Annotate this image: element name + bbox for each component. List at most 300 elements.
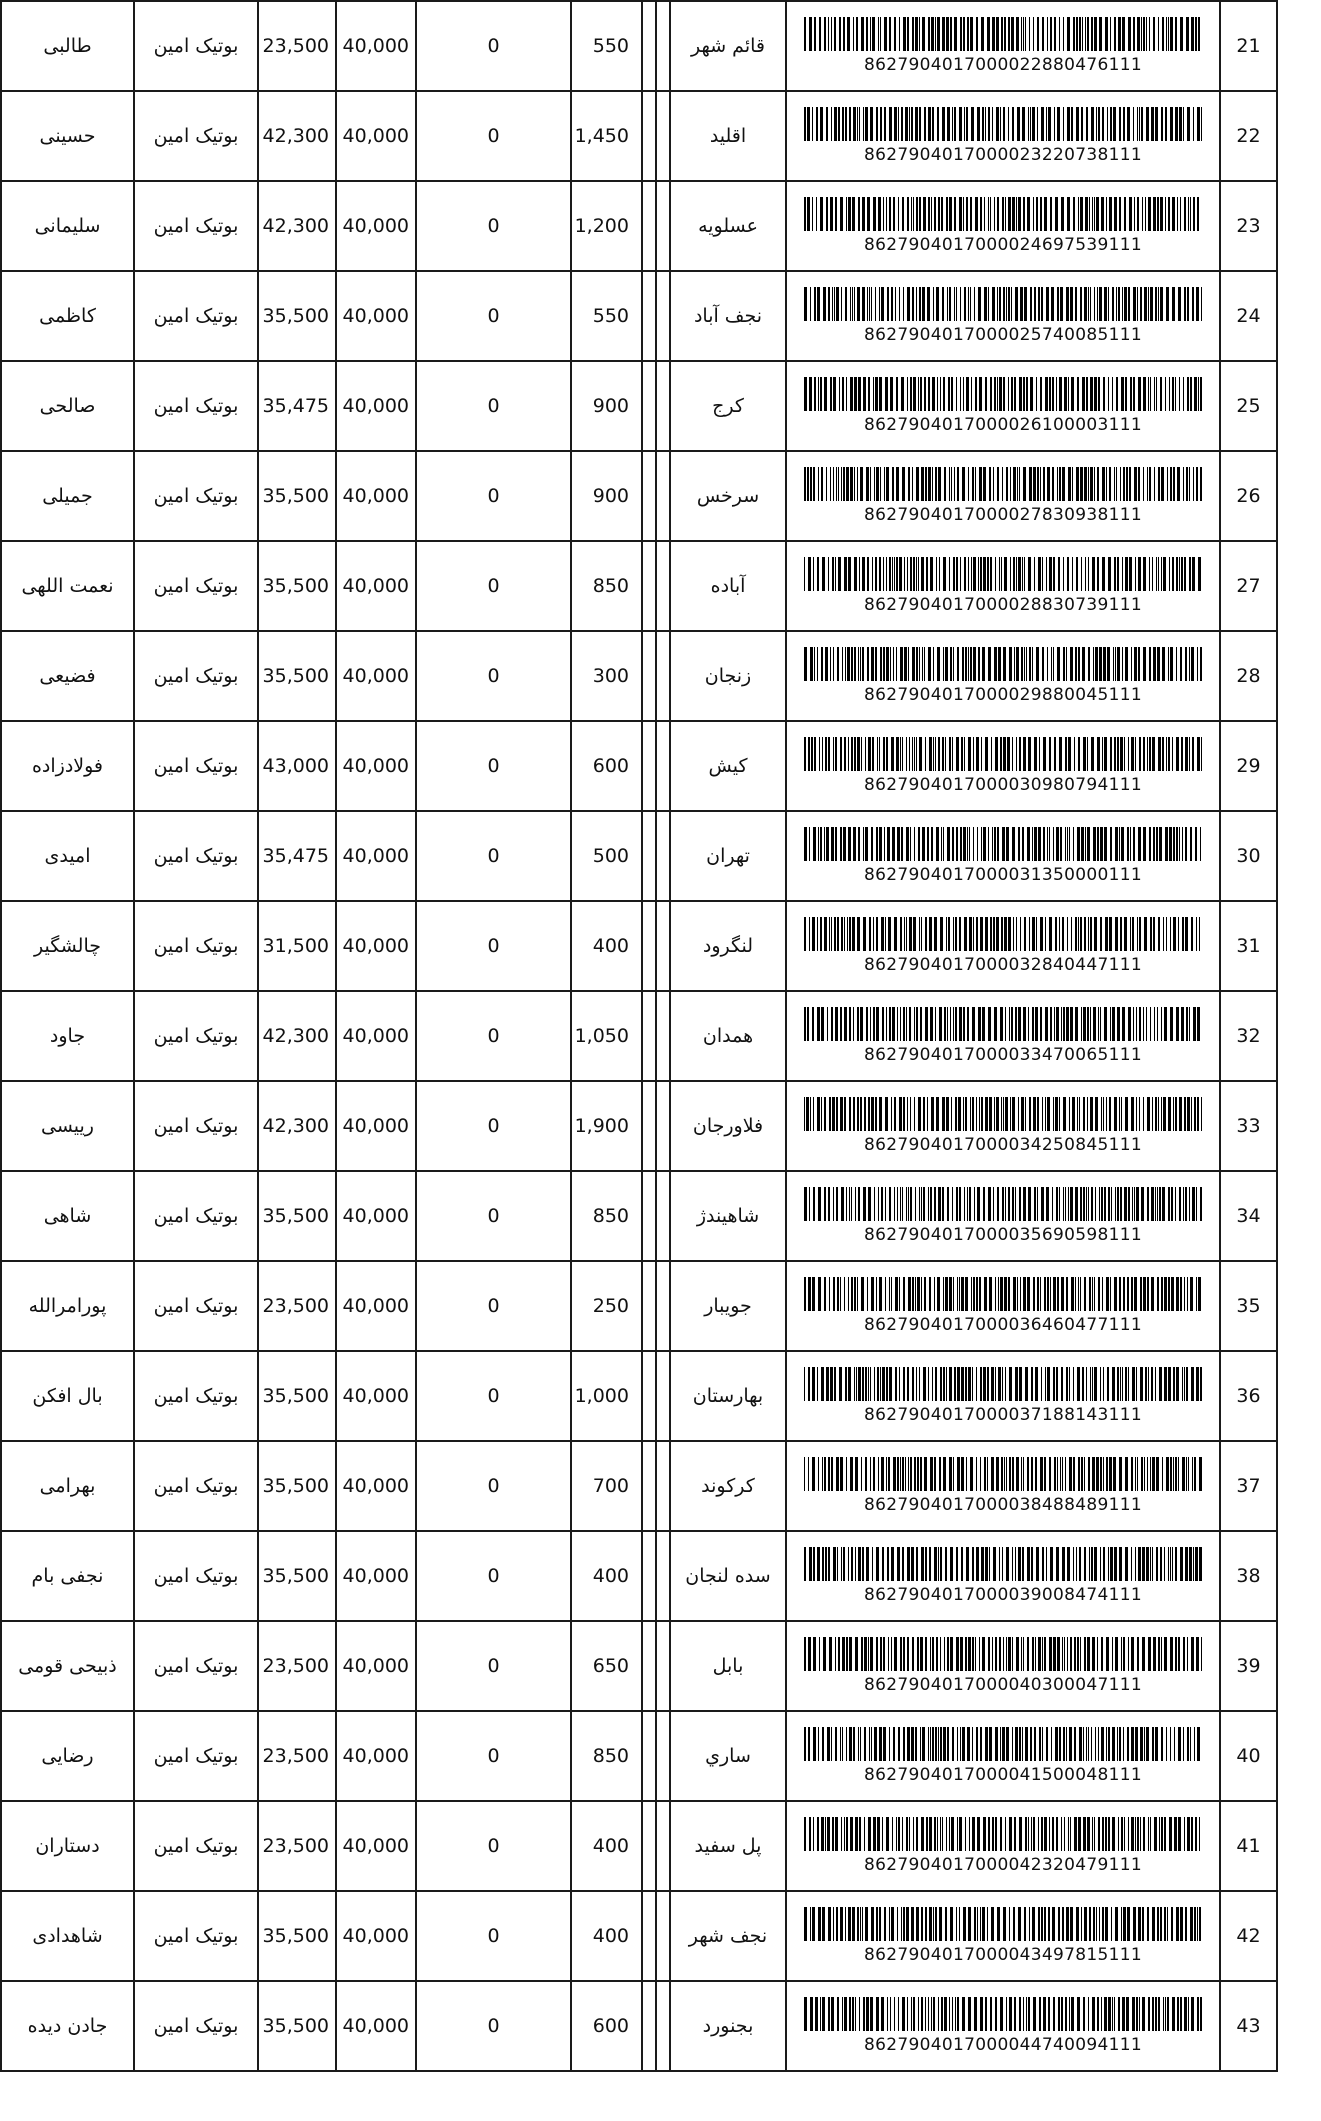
barcode-bar — [953, 1007, 954, 1041]
barcode-bar — [851, 1547, 853, 1581]
barcode-bar — [1028, 107, 1029, 141]
barcode-bar — [1161, 1727, 1163, 1761]
barcode-bar — [1197, 1907, 1198, 1941]
barcode-bar — [814, 737, 816, 771]
barcode-bar — [959, 1907, 960, 1941]
barcode-bar — [1023, 377, 1025, 411]
barcode-bar — [1112, 377, 1113, 411]
barcode-bar — [1067, 197, 1070, 231]
barcode-bar — [1081, 1007, 1082, 1041]
barcode-bar — [836, 467, 837, 501]
barcode-bar — [1092, 557, 1095, 591]
city-name: اقلید — [709, 125, 747, 147]
barcode-bar — [1099, 17, 1102, 51]
barcode-bar — [933, 287, 934, 321]
barcode — [787, 1547, 1219, 1605]
table-row — [1, 991, 1277, 1081]
barcode-bar — [1114, 1547, 1117, 1581]
barcode-bar — [1008, 1277, 1010, 1311]
barcode-bar — [820, 377, 822, 411]
barcode-bar — [871, 647, 874, 681]
barcode-bar — [972, 1547, 974, 1581]
barcode-bar — [1086, 377, 1088, 411]
barcode-bar — [973, 827, 974, 861]
barcode-bar — [957, 467, 959, 501]
shop-name-cell — [134, 91, 258, 181]
barcode-bar — [840, 1007, 842, 1041]
barcode-bar — [1037, 1187, 1038, 1221]
barcode-bar — [833, 377, 836, 411]
barcode-bar — [1064, 377, 1067, 411]
barcode-bar — [1086, 1187, 1087, 1221]
barcode-bar — [876, 1907, 878, 1941]
barcode-bar — [885, 1187, 886, 1221]
barcode-bar — [1049, 1457, 1051, 1491]
base-amount-cell — [336, 991, 416, 1081]
barcode-bar — [884, 827, 885, 861]
barcode — [787, 557, 1219, 615]
barcode-bar — [886, 1367, 888, 1401]
row-index-cell — [1220, 901, 1277, 991]
barcode-bar — [1187, 1097, 1190, 1131]
barcode-bar — [854, 1277, 856, 1311]
barcode-bar — [906, 917, 907, 951]
barcode-bar — [988, 107, 990, 141]
barcode-bar — [1123, 1727, 1124, 1761]
row-index-cell — [1220, 361, 1277, 451]
barcode-bar — [1037, 467, 1039, 501]
barcode-bar — [1170, 17, 1173, 51]
barcode-bar — [1094, 17, 1097, 51]
barcode-bar — [936, 557, 937, 591]
price-cell — [258, 1441, 336, 1531]
barcode-bar — [937, 647, 940, 681]
barcode-bar — [1017, 467, 1018, 501]
barcode-bar — [1086, 1727, 1087, 1761]
barcode-bar — [824, 1187, 826, 1221]
barcode-bar — [885, 1097, 888, 1131]
barcode-bar — [810, 1997, 813, 2031]
barcode-bar — [928, 197, 930, 231]
recipient-name-cell — [1, 631, 134, 721]
barcode-bar — [1031, 1367, 1033, 1401]
barcode-bar — [1153, 17, 1155, 51]
barcode-bar — [974, 1997, 977, 2031]
barcode-bar — [1109, 197, 1112, 231]
barcode-bar — [1129, 467, 1131, 501]
barcode-bar — [1019, 1727, 1021, 1761]
city-cell — [670, 1081, 786, 1171]
barcode-bar — [1008, 1187, 1010, 1221]
barcode-bar — [1155, 1187, 1156, 1221]
barcode-bar — [818, 827, 819, 861]
barcode-bar — [958, 1097, 961, 1131]
barcode-bar — [1094, 377, 1097, 411]
barcode-bar — [1127, 1727, 1129, 1761]
barcode-bar — [1164, 1277, 1167, 1311]
barcode-bar — [985, 737, 988, 771]
zero-cell — [416, 1711, 571, 1801]
barcode-bar — [871, 1097, 874, 1131]
barcode-bar — [1093, 1007, 1096, 1041]
barcode-bar — [1051, 647, 1052, 681]
barcode-bar — [944, 1637, 945, 1671]
barcode-bar — [879, 1727, 882, 1761]
barcode-bar — [1030, 377, 1033, 411]
barcode-bar — [1043, 737, 1046, 771]
barcode-bar — [883, 1727, 886, 1761]
barcode-bar — [1138, 1907, 1141, 1941]
barcode-bar — [820, 197, 823, 231]
barcode-bar — [937, 1817, 938, 1851]
barcode-cell — [786, 451, 1220, 541]
row-index-cell — [1220, 1981, 1277, 2071]
barcode-bar — [1170, 1547, 1171, 1581]
barcode-bar — [827, 1817, 830, 1851]
barcode-bar — [1017, 1277, 1018, 1311]
barcode-bar — [858, 647, 859, 681]
barcode-bar — [1070, 1007, 1073, 1041]
barcode-bar — [892, 1007, 895, 1041]
barcode-bar — [1084, 467, 1087, 501]
barcode-bar — [1137, 1817, 1139, 1851]
zero-value: 0 — [487, 1655, 500, 1677]
barcode-bar — [943, 1727, 946, 1761]
barcode-bar — [970, 1097, 971, 1131]
barcode-bar — [1158, 1637, 1160, 1671]
amount-cell — [571, 1171, 642, 1261]
barcode-bar — [1176, 1277, 1179, 1311]
barcode-bar — [1195, 1817, 1197, 1851]
barcode-bar — [1003, 1637, 1004, 1671]
barcode-bar — [900, 1187, 901, 1221]
barcode-bar — [814, 647, 815, 681]
shop-name-cell — [134, 1171, 258, 1261]
barcode-bar — [1088, 467, 1089, 501]
barcode-bar — [920, 1457, 922, 1491]
barcode-bar — [804, 1457, 805, 1491]
barcode-bar — [1094, 1367, 1097, 1401]
barcode-bar — [1071, 1277, 1074, 1311]
price-cell — [258, 181, 336, 271]
barcode-bar — [1102, 1277, 1103, 1311]
barcode-bar — [995, 1997, 997, 2031]
city-name: عسلویه — [698, 215, 758, 237]
row-index-cell — [1220, 1, 1277, 91]
barcode-bar — [821, 1817, 824, 1851]
amount-value: 400 — [592, 935, 629, 957]
barcode-bar — [813, 1727, 816, 1761]
barcode-bar — [983, 1817, 986, 1851]
barcode-bar — [1049, 1817, 1050, 1851]
barcode-bar — [837, 1277, 839, 1311]
barcode-bar — [1103, 1097, 1104, 1131]
barcode-bar — [1165, 827, 1168, 861]
barcode-bar — [980, 1907, 981, 1941]
barcode-bar — [870, 1997, 873, 2031]
zero-value: 0 — [487, 1475, 500, 1497]
barcode-bar — [1035, 1457, 1037, 1491]
barcode-bar — [1004, 1457, 1005, 1491]
barcode-bar — [861, 737, 862, 771]
barcode-bar — [1066, 1367, 1068, 1401]
barcode-bar — [891, 1907, 894, 1941]
barcode-bar — [988, 1817, 990, 1851]
recipient-name: نجفی بام — [31, 1565, 104, 1587]
barcode-bar — [866, 1997, 869, 2031]
barcode-bar — [1190, 197, 1191, 231]
price-value: 35,500 — [262, 665, 329, 687]
row-index-cell — [1220, 1171, 1277, 1261]
barcode-bar — [1184, 287, 1186, 321]
barcode-bar — [907, 197, 909, 231]
barcode-bar — [1123, 1277, 1125, 1311]
barcode-bar — [1056, 1817, 1058, 1851]
barcode-bar — [1191, 1817, 1193, 1851]
barcode-bar — [1118, 287, 1120, 321]
barcode-bar — [1045, 1367, 1046, 1401]
barcode-bar — [970, 287, 971, 321]
barcode-bar — [890, 1997, 891, 2031]
barcode-bar — [923, 1187, 925, 1221]
barcode-bar — [1008, 17, 1010, 51]
shop-name: بوتیک امین — [153, 1025, 239, 1047]
barcode-bar — [931, 1997, 932, 2031]
empty-cell — [642, 451, 656, 541]
barcode-bar — [946, 1097, 949, 1131]
barcode-bar — [1118, 1817, 1119, 1851]
barcode-bar — [903, 1727, 905, 1761]
barcode-bar — [1124, 917, 1127, 951]
barcode-bar — [976, 1367, 977, 1401]
row-index: 35 — [1236, 1295, 1261, 1317]
barcode-bar — [916, 557, 917, 591]
barcode-bar — [1124, 287, 1127, 321]
barcode-bar — [1161, 1817, 1163, 1851]
barcode-bar — [918, 377, 919, 411]
barcode-bar — [833, 737, 834, 771]
barcode-bar — [1148, 1997, 1150, 2031]
barcode-bar — [849, 1727, 852, 1761]
barcode-bar — [1047, 827, 1048, 861]
barcode-bar — [1155, 1997, 1157, 2031]
recipient-name: جادن دیده — [27, 2015, 108, 2037]
barcode-bar — [979, 1637, 980, 1671]
empty-cell — [656, 1621, 670, 1711]
barcode-bar — [1139, 1007, 1141, 1041]
barcode-bar — [1134, 467, 1137, 501]
barcode-bar — [1182, 1367, 1183, 1401]
barcode-bar — [837, 1997, 839, 2031]
amount-cell — [571, 901, 642, 991]
barcode-bar — [850, 287, 851, 321]
barcode-bar — [931, 827, 933, 861]
barcode-bar — [860, 1727, 861, 1761]
barcode-bar — [991, 1367, 994, 1401]
base-amount-value: 40,000 — [342, 1835, 409, 1857]
barcode-bar — [849, 1637, 852, 1671]
base-amount-value: 40,000 — [342, 1655, 409, 1677]
barcode-bar — [1070, 1637, 1072, 1671]
barcode-bar — [1190, 827, 1192, 861]
barcode-bar — [1030, 1727, 1032, 1761]
barcode-bar — [1192, 557, 1195, 591]
empty-cell — [656, 811, 670, 901]
barcode-bar — [937, 107, 939, 141]
barcode-bar — [826, 827, 829, 861]
barcode-bar — [1112, 1637, 1113, 1671]
barcode-bar — [1180, 1907, 1183, 1941]
barcode-bar — [919, 647, 920, 681]
barcode-bar — [1025, 1367, 1028, 1401]
barcode-bar — [870, 467, 871, 501]
barcode-bar — [1073, 1457, 1075, 1491]
barcode-bar — [1134, 1187, 1135, 1221]
barcode-bar — [956, 1547, 958, 1581]
barcode-bar — [919, 17, 920, 51]
barcode-bar — [1035, 1367, 1038, 1401]
amount-value: 550 — [592, 35, 629, 57]
barcode-bar — [1124, 737, 1125, 771]
barcode-bar — [1192, 1457, 1193, 1491]
barcode-bar — [1143, 1007, 1144, 1041]
barcode-bar — [1106, 1457, 1108, 1491]
barcode-bar — [1039, 737, 1040, 771]
barcode-bar — [1170, 467, 1172, 501]
barcode-bar — [922, 287, 925, 321]
barcode — [787, 197, 1219, 255]
barcode-bar — [952, 1187, 953, 1221]
barcode-bar — [1079, 1097, 1080, 1131]
barcode-bar — [885, 917, 886, 951]
price-value: 35,475 — [262, 395, 329, 417]
barcode-bar — [889, 197, 891, 231]
barcode-bar — [913, 197, 914, 231]
barcode-bar — [1110, 1007, 1111, 1041]
barcode-bar — [952, 1727, 954, 1761]
barcode-bar — [1188, 1997, 1189, 2031]
barcode-bar — [1151, 1367, 1153, 1401]
row-index: 25 — [1236, 395, 1261, 417]
base-amount-value: 40,000 — [342, 1475, 409, 1497]
barcode-bar — [1199, 1817, 1200, 1851]
barcode-bar — [882, 1547, 884, 1581]
barcode-bar — [891, 1277, 892, 1311]
barcode-bar — [879, 737, 880, 771]
barcode-bar — [1029, 1097, 1031, 1131]
barcode-bar — [846, 1727, 847, 1761]
barcode-bar — [998, 647, 1001, 681]
barcode-bar — [997, 287, 998, 321]
barcode-bar — [917, 1277, 920, 1311]
price-value: 35,500 — [262, 2015, 329, 2037]
amount-value: 600 — [592, 2015, 629, 2037]
barcode-bar — [1085, 827, 1086, 861]
barcode-bar — [980, 1997, 983, 2031]
shop-name-cell — [134, 271, 258, 361]
barcode-bar — [897, 1457, 899, 1491]
barcode-bar — [1073, 827, 1074, 861]
barcode-bar — [1000, 1007, 1003, 1041]
table-row — [1, 1981, 1277, 2071]
barcode-bar — [1057, 1637, 1060, 1671]
barcode-bar — [828, 737, 830, 771]
barcode-bar — [1054, 107, 1055, 141]
barcode-bar — [1075, 287, 1077, 321]
barcode-bar — [821, 1007, 824, 1041]
barcode-bar — [883, 197, 884, 231]
barcode-bar — [828, 1547, 830, 1581]
barcode-bar — [1004, 917, 1007, 951]
barcode-bar — [1148, 1367, 1149, 1401]
barcode-bar — [1043, 1997, 1046, 2031]
amount-value: 1,200 — [574, 215, 629, 237]
barcode-bar — [1011, 287, 1012, 321]
barcode-bar — [1123, 1907, 1126, 1941]
barcode-bar — [1034, 827, 1037, 861]
barcode-bar — [1115, 1907, 1118, 1941]
barcode-bar — [1165, 107, 1167, 141]
row-index-cell — [1220, 1801, 1277, 1891]
barcode-bar — [943, 827, 944, 861]
barcode-bar — [1183, 1187, 1184, 1221]
barcode-bar — [874, 1727, 877, 1761]
barcode-bar — [812, 1367, 815, 1401]
barcode-bar — [1000, 1727, 1001, 1761]
barcode-bar — [837, 647, 839, 681]
barcode-bar — [1078, 1277, 1079, 1311]
barcode-bar — [987, 1367, 989, 1401]
barcode-bar — [812, 197, 813, 231]
barcode-bar — [818, 1187, 821, 1221]
city-name: بهارستان — [692, 1385, 764, 1407]
barcode-bar — [810, 467, 812, 501]
barcode-cell — [786, 1441, 1220, 1531]
barcode-bar — [996, 1457, 999, 1491]
barcode-bar — [848, 827, 851, 861]
barcode-bar — [956, 287, 957, 321]
base-amount-value: 40,000 — [342, 1925, 409, 1947]
barcode-bar — [1133, 827, 1135, 861]
barcode-bar — [852, 197, 855, 231]
barcode-bar — [894, 1637, 897, 1671]
barcode-bar — [1117, 1187, 1119, 1221]
barcode-bar — [872, 557, 873, 591]
barcode-bar — [1112, 1727, 1115, 1761]
barcode-bar — [812, 1457, 815, 1491]
barcode-bar — [990, 377, 992, 411]
amount-cell — [571, 811, 642, 901]
barcode-bar — [1000, 1997, 1003, 2031]
barcode-bar — [949, 1817, 950, 1851]
barcode-bar — [907, 1547, 910, 1581]
barcode-bar — [914, 1007, 915, 1041]
barcode-bar — [939, 1907, 942, 1941]
barcode-bar — [1079, 1727, 1082, 1761]
barcode-bar — [1006, 1637, 1007, 1671]
barcode-bar — [850, 467, 853, 501]
barcode-bar — [934, 917, 937, 951]
price-cell — [258, 1081, 336, 1171]
barcode-bar — [956, 737, 959, 771]
barcode-bar — [895, 1277, 898, 1311]
barcode-bar — [1102, 1817, 1104, 1851]
barcode-bar — [1132, 1367, 1135, 1401]
barcode-bar — [964, 917, 967, 951]
barcode-bar — [1184, 1277, 1185, 1311]
barcode-bar — [918, 827, 920, 861]
barcode-bar — [1157, 197, 1159, 231]
